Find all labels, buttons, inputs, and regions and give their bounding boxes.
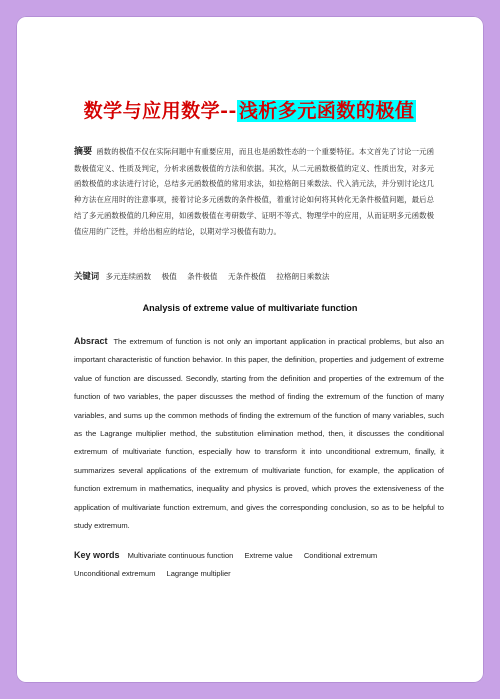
chinese-keywords-label: 关键词 [74,271,100,281]
english-title: Analysis of extreme value of multivariate function [142,303,358,313]
english-keywords-label: Key words [74,550,120,560]
english-abstract-text: The extremum of function is not only an important application in practical problems, but also an important characteristic of function behavior. In this paper, the definition, properties and judgement of extreme value of function are discussed. Secondly, starting from the definition and properties of the extremum of the function of two variables, the paper discusses the method of finding the extremum of the function of many variables, and sums up the common methods of finding the extremum of the function of many variables, such as the Lagrange multiplier method, the substitution elimination method, then, it discusses the conditional extremum of multivariate function, especially how to transform it into unconditional extremum, finally, it summarizes several applications of the extremum of multivariate function, for example, the application of function extremum in mathematics, inequality and physics is proved, which proves the extensiveness of the application of multivariate function extremum, and gives the corresponding conclusion, so as to be helpful to study extremum. [74,337,445,531]
chinese-abstract-text: 函数的极值不仅在实际问题中有重要应用，而且也是函数性态的一个重要特征。本文首先了讨论一元函数极值定义、性质及判定，分析求函数极值的方法和依据。其次，从二元函数极值的定义、性质出发，对多元函数极值的求法进行讨论，总结多元函数极值的常用求法，如拉格朗日乘数法、代入消元法，并分别讨论这几种方法在应用时的注意事项，接着讨论多元函数的条件极值，着重讨论如何将其转化无条件极值问题，最后总结了多元函数极值的几种应用，如函数极值在考研数学、证明不等式、物理学中的应用，从而证明多元函数极值应用的广泛性，并给出相应的结论，以期对学习极值有助力。 [74,147,434,236]
document-page [16,16,484,683]
english-keyword: Unconditional extremum [74,569,156,578]
chinese-abstract [74,144,434,239]
document-title [16,96,484,123]
english-keywords [74,546,444,583]
chinese-keyword: 条件极值 [187,272,218,281]
english-keyword: Conditional extremum [303,551,378,560]
title-part-2-highlighted: 浅析多元函数的极值 [238,100,415,122]
title-part-1: 数学与应用数学-- [83,100,237,122]
chinese-keyword: 拉格朗日乘数法 [276,272,330,281]
chinese-keyword: 极值 [161,272,177,281]
english-abstract [74,332,444,535]
chinese-abstract-label: 摘要 [74,147,93,157]
english-abstract-label: Absract [74,336,108,346]
chinese-keywords [74,270,444,282]
english-keyword: Extreme value [244,551,293,560]
chinese-keyword: 多元连续函数 [105,272,152,281]
chinese-keyword: 无条件极值 [227,272,266,281]
english-keyword: Lagrange multiplier [166,569,231,578]
english-keyword: Multivariate continuous function [127,551,234,560]
